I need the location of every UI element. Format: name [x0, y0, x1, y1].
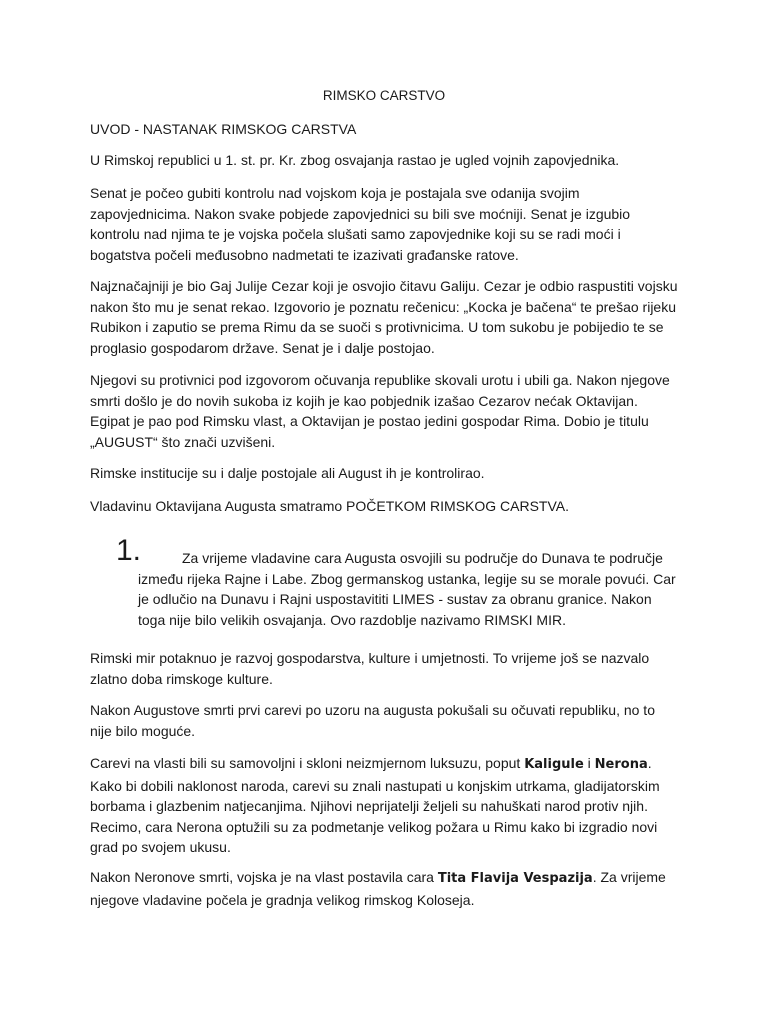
paragraph-9-text-e: . Kako bi dobili naklonost naroda, carevi su znali nastupati u konjskim utrkama, gladijatorskim borbama i glazbenim natjecanjima. Njihovi neprijatelji željeli su nahuškati narod protiv njih. Recimo, cara Nerona optužili su za podmetanje velikog požara u Rimu kako bi izgradio novi grad po svojem ukusu.: [90, 755, 660, 856]
paragraph-8: Nakon Augustove smrti prvi carevi po uzoru na augusta pokušali su očuvati republiku, no to nije bilo moguće.: [90, 702, 655, 739]
paragraph-4: Njegovi su protivnici pod izgovorom očuvanja republike skovali urotu i ubili ga. Nakon njegove smrti došlo je do novih sukoba iz kojih je kao pobjednik izašao Cezarov nećak Oktavijan. Egipat je pao pod Rimsku vlast, a Oktavijan je postao jedini gospodar Rima. Dobio je titulu „AUGUST“ što znači uzvišeni.: [90, 372, 670, 450]
numbered-list-item: [116, 533, 676, 630]
paragraph-9-text-a: Carevi na vlasti bili su samovoljni i skloni neizmjernom luksuzu, poput: [90, 755, 525, 771]
list-number: 1.: [116, 534, 142, 567]
paragraph-1: U Rimskoj republici u 1. st. pr. Kr. zbog osvajanja rastao je ugled vojnih zapovjednika.: [90, 152, 620, 168]
paragraph-6: Vladavinu Oktavijana Augusta smatramo POČETKOM RIMSKOG CARSTVA.: [90, 498, 570, 514]
section-heading: UVOD - NASTANAK RIMSKOG CARSTVA: [90, 121, 357, 137]
paragraph-5: Rimske institucije su i dalje postojale ali August ih je kontrolirao.: [90, 465, 485, 481]
emphasis-vespazija: Tita Flavija Vespazija: [437, 871, 593, 886]
emphasis-nerona: Nerona: [594, 757, 648, 772]
paragraph-2: Senat je počeo gubiti kontrolu nad vojskom koja je postajala sve odanija svojim zapovjednicima. Nakon svake pobjede zapovjednici su bili sve moćniji. Senat je izgubio kontrolu nad njima te je vojska počela slušati samo zapovjednike koji su se radi moći i bogatstva počeli međusobno nadmetati te izazivati građanske ratove.: [90, 185, 631, 263]
document-title: RIMSKO CARSTVO: [322, 88, 446, 103]
paragraph-10: [90, 867, 680, 910]
paragraph-9: [90, 753, 680, 858]
list-item-content: Za vrijeme vladavine cara Augusta osvojili su područje do Dunava te područje između rijeka Rajne i Labe. Zbog germanskog ustanka, legije su se morale povući. Car je odlučio na Dunavu i Rajni uspostavititi LIMES - sustav za obranu granice. Nakon toga nije bilo velikih osvajanja. Ovo razdoblje nazivamo RIMSKI MIR.: [138, 550, 676, 628]
paragraph-3: Najznačajniji je bio Gaj Julije Cezar koji je osvojio čitavu Galiju. Cezar je odbio raspustiti vojsku nakon što mu je senat rekao. Izgovorio je poznatu rečenicu: „Kocka je bačena“ te prešao rijeku Rubikon i zaputio se prema Rimu da se suoči s protivnicima. U tom sukobu je pobijedio te se proglasio gospodarom države. Senat je i dalje postojao.: [90, 278, 678, 356]
list-item-text: [116, 533, 676, 630]
paragraph-10-text-c: . Za vrijeme njegove vladavine počela je gradnja velikog rimskog Koloseja.: [90, 869, 666, 908]
emphasis-kaligule: Kaligule: [524, 757, 584, 772]
paragraph-10-text-a: Nakon Neronove smrti, vojska je na vlast postavila cara: [90, 869, 438, 885]
paragraph-7: Rimski mir potaknuo je razvoj gospodarstva, kulture i umjetnosti. To vrijeme još se nazvalo zlatno doba rimskoge kulture.: [90, 650, 650, 687]
paragraph-9-text-c: i: [583, 755, 595, 771]
